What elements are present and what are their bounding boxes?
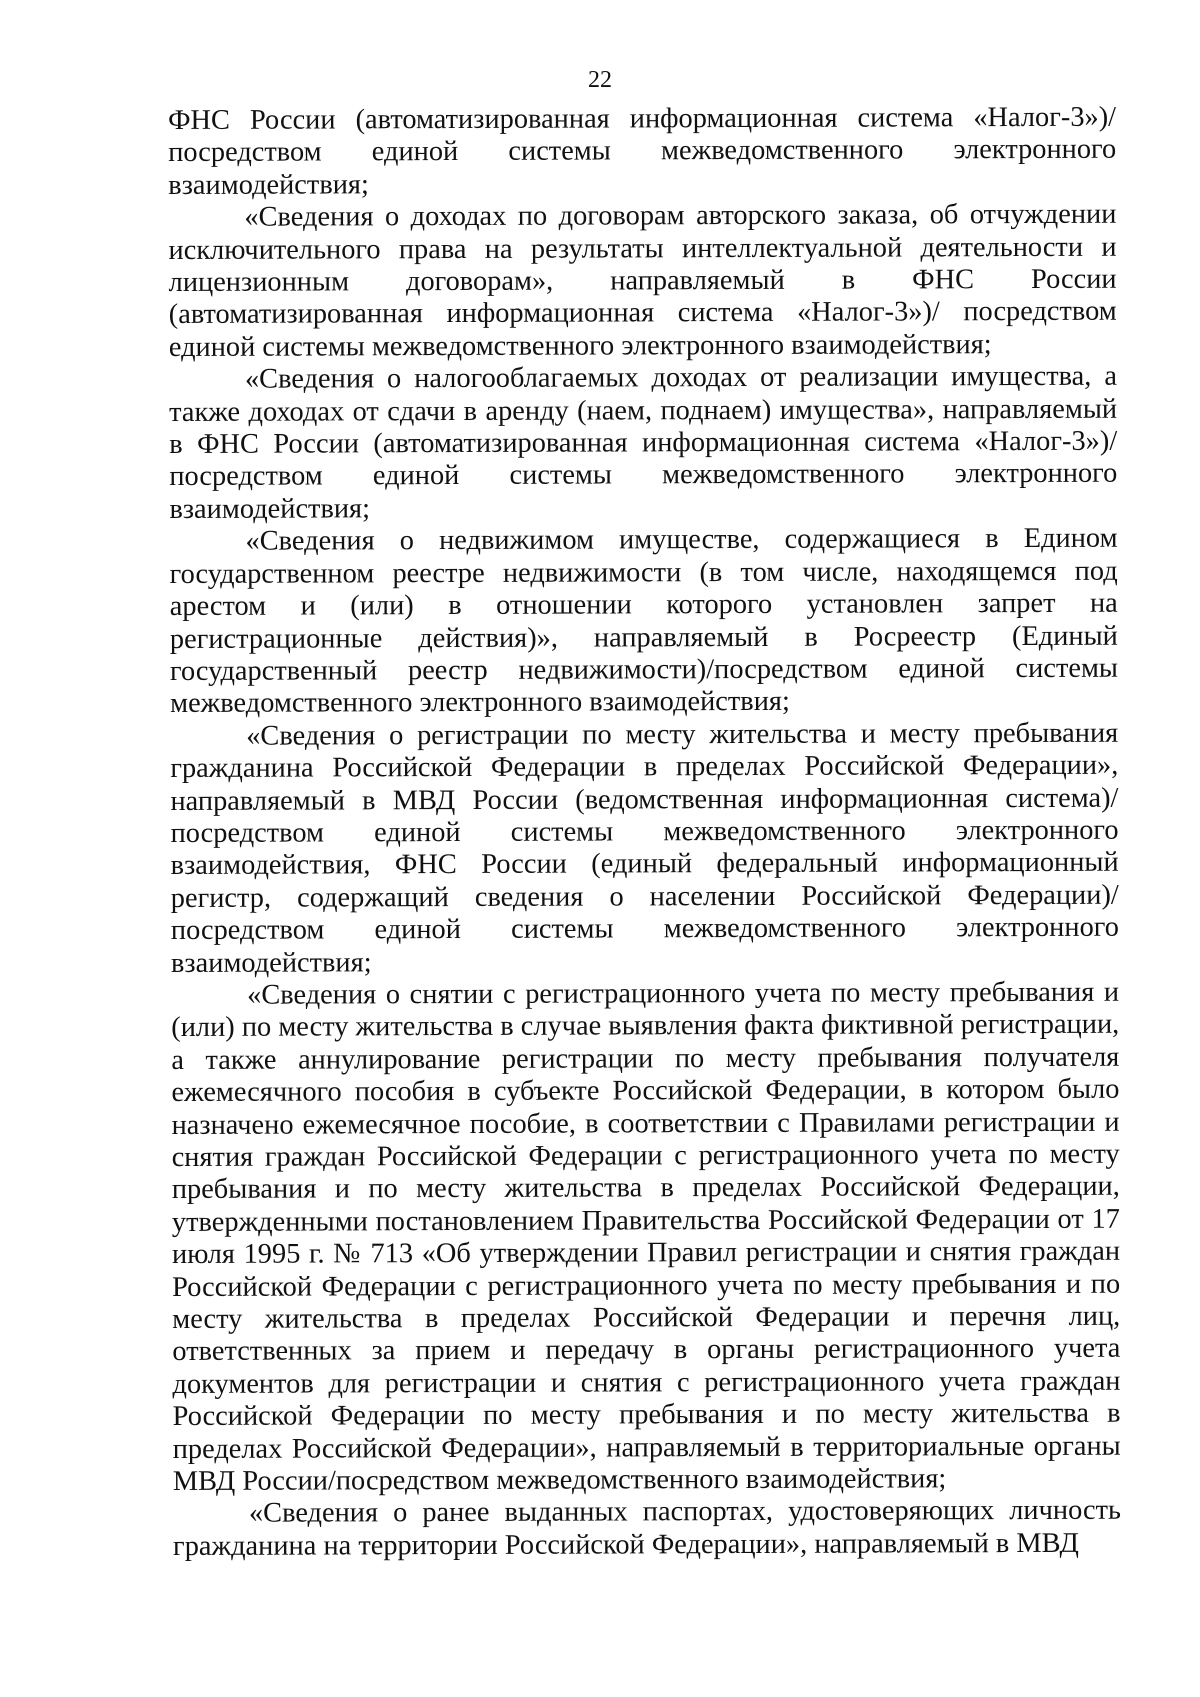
paragraph-property-sale-income: «Сведения о налогооблагаемых доходах от реализации имущества, а также доходах от сдачи в аренду (наем, поднаем) имущества», направляемый в ФНС России (автоматизированная информационная система «Налог-3»)/ посредством единой системы межведомственного электронного взаимодействия;: [169, 360, 1118, 525]
paragraph-author-contract-income: «Сведения о доходах по договорам авторского заказа, об отчуждении исключительного права на результаты интеллектуальной деятельности и лицензионным договорам», направляемый в ФНС России (автоматизированная информационная система «Налог-3»)/ посредством единой системы межведомственного электронного взаимодействия;: [168, 198, 1117, 363]
paragraph-real-estate-info: «Сведения о недвижимом имуществе, содержащиеся в Едином государственном реестре недвижимости (в том числе, находящемся под арестом и (или) в отношении которого установлен запрет на регистрационные действия)», направляемый в Росреестр (Единый государственный реестр недвижимости)/посредством единой системы межведомственного электронного взаимодействия;: [169, 522, 1119, 720]
paragraph-continuation: ФНС России (автоматизированная информационная система «Налог-3»)/ посредством единой системы межведомственного электронного взаимодействия;: [168, 101, 1117, 201]
page-number: 22: [588, 67, 612, 93]
paragraph-deregistration: «Сведения о снятии с регистрационного учета по месту пребывания и (или) по месту жительства в случае выявления факта фиктивной регистрации, а также аннулирование регистрации по месту пребывания получателя ежемесячного пособия в субъекте Российской Федерации, в котором было назначено ежемесячное пособие, в соответствии с Правилами регистрации и снятия граждан Российской Федерации с регистрационного учета по месту пребывания и по месту жительства в пределах Российской Федерации, утвержденными постановлением Правительства Российской Федерации от 17 июля 1995 г. № 713 «Об утверждении Правил регистрации и снятия граждан Российской Федерации с регистрационного учета по месту пребывания и по месту жительства в пределах Российской Федерации и перечня лиц, ответственных за прием и передачу в органы регистрационного учета документов для регистрации и снятия с регистрационного учета граждан Российской Федерации по месту пребывания и по месту жительства в пределах Российской Федерации», направляемый в территориальные органы МВД России/посредством межведомственного взаимодействия;: [171, 976, 1121, 1498]
document-body: [168, 102, 1121, 1564]
paragraph-previous-passports: «Сведения о ранее выданных паспортах, удостоверяющих личность гражданина на территории Российской Федерации», направляемый в МВД: [172, 1495, 1121, 1562]
paragraph-residence-registration: «Сведения о регистрации по месту жительства и месту пребывания гражданина Российской Федерации в пределах Российской Федерации», направляемый в МВД России (ведомственная информационная система)/посредством единой системы межведомственного электронного взаимодействия, ФНС России (единый федеральный информационный регистр, содержащий сведения о населении Российской Федерации)/ посредством единой системы межведомственного электронного взаимодействия;: [170, 717, 1119, 979]
